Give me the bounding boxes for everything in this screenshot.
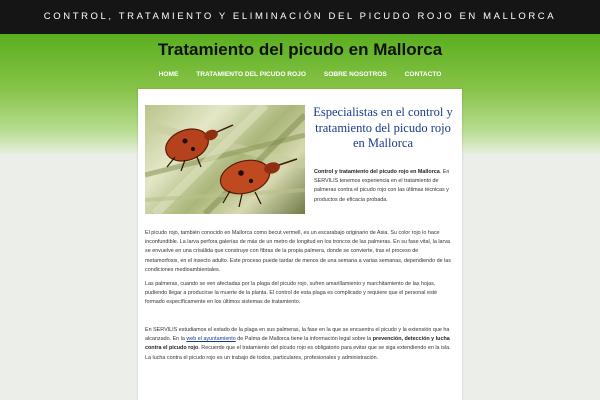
intro-body: . En SERVILIS tenemos experiencia en el tratamiento de palmeras contra el picudo rojo con las últimas técnicas y productos de eficacia probada. xyxy=(314,169,450,203)
paragraph-3 xyxy=(145,326,453,363)
intro-text xyxy=(314,168,454,205)
top-banner-text: CONTROL, TRATAMIENTO Y ELIMINACIÓN DEL PICUDO ROJO EN MALLORCA xyxy=(43,11,557,22)
top-banner xyxy=(0,0,600,34)
main-nav xyxy=(0,68,600,82)
paragraph-1: El picudo rojo, también conocido en Mallorca como becut vermell, es un escarabajo originario de Asia. Su color rojo lo hace inconfundible. La larva perfora galerías de más de un metro de longitud en los troncos de las palmeras. En su fase vital, la larva se envuelve en una crisálida que construye con fibras de la propia palmera, donde se convierte, tras el proceso de metamorfosis, en el insecto adulto. Este proceso puede tardar de menos de una semana a varias semanas, dependiendo de las condiciones medioambientales. xyxy=(145,230,451,273)
intro-bold: Control y tratamiento del picudo rojo en Mallorca xyxy=(314,169,440,175)
paragraph-3-text-2: de Palma de Mallorca tiene la información legal sobre la xyxy=(235,336,373,343)
weevil-photo xyxy=(145,105,305,214)
weevil-photo-icon xyxy=(145,105,305,214)
nav-item-contacto[interactable]: CONTACTO xyxy=(404,71,442,78)
paragraph-3-bold: prevención, detección y lucha contra el picudo rojo xyxy=(145,336,450,352)
nav-item-tratamiento[interactable]: TRATAMIENTO DEL PICUDO ROJO xyxy=(196,71,306,78)
nav-item-sobre-nosotros[interactable]: SOBRE NOSOTROS xyxy=(323,71,387,78)
nav-item-home[interactable]: HOME xyxy=(158,71,179,78)
main-heading: Especialistas en el control y tratamiento del picudo rojo en Mallorca xyxy=(313,105,453,150)
paragraph-3-text-1: En SERVILIS estudiamos el estado de la plaga en sus palmeras, la fase en la que se encuentra el picudo y la extensión que ha alcanzado. En la xyxy=(145,327,450,343)
content-panel xyxy=(138,89,462,400)
site-title[interactable]: Tratamiento del picudo en Mallorca xyxy=(157,40,443,59)
ayuntamiento-link[interactable]: web el ayuntamiento xyxy=(186,336,236,343)
paragraph-2: Las palmeras, cuando se ven afectadas por la plaga del picudo rojo, sufren amarillamiento y marchitamiento de las hojas, pudiendo llegar a producirse la muerte de la planta. El control de esta plaga es complicado y requiere que el personal esté formado específicamente en los últimos sistemas de tratamiento. xyxy=(145,281,438,306)
paragraph-3-text-3: . Recuerde que el tratamiento del picudo rojo es obligatorio para evitar que se siga extendiendo en la isla. La lucha contra el picudo rojo es un trabajo de todos, particulares, profesionales y administración. xyxy=(145,345,451,361)
beetle-right xyxy=(217,155,297,207)
